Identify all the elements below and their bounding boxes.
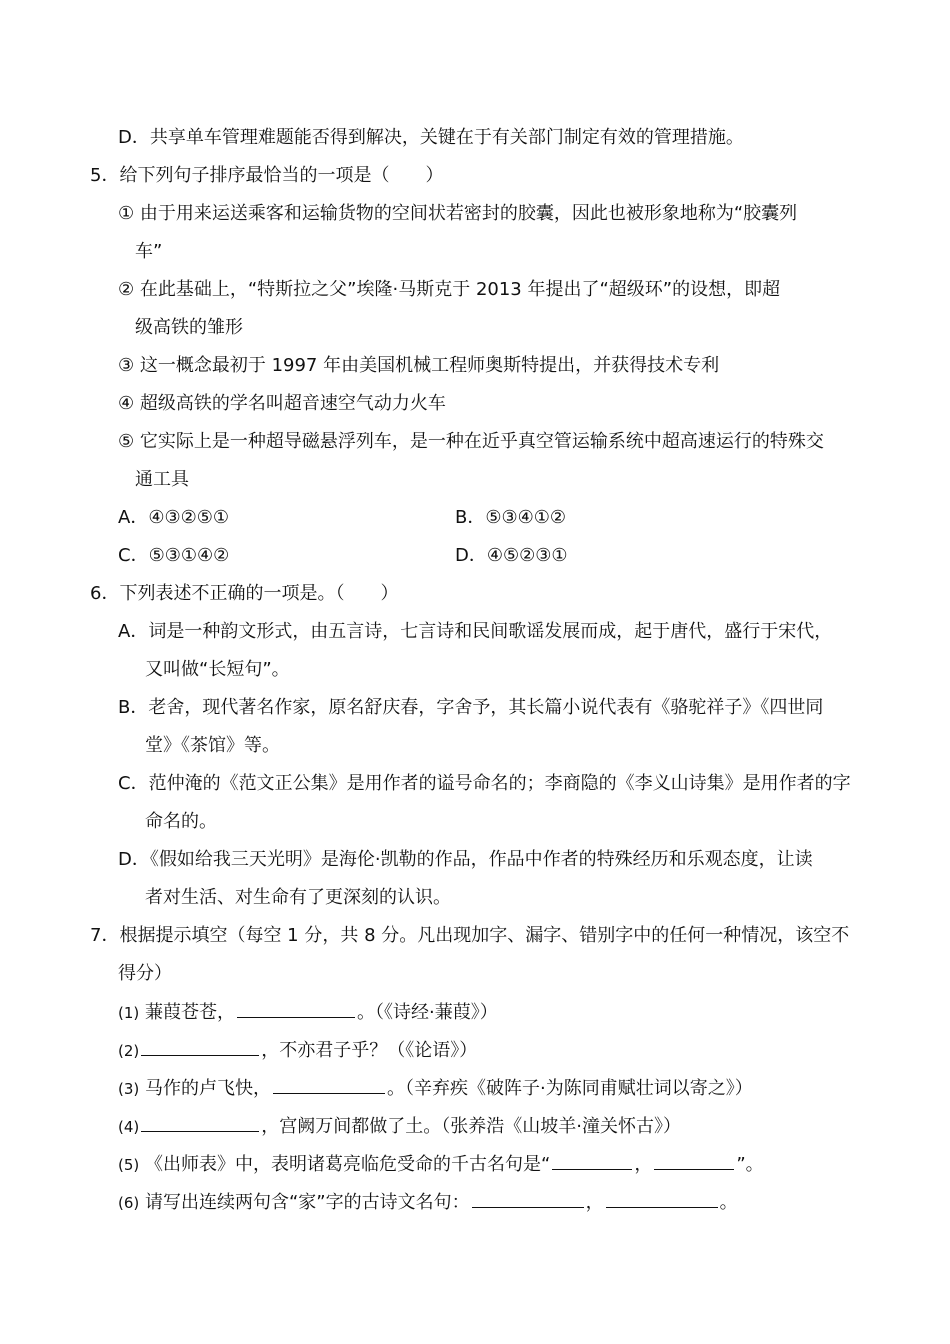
item-text-before: 请写出连续两句含“家”字的古诗文名句： (144, 1192, 470, 1213)
q7-item-4 (118, 1113, 681, 1140)
q4-option-d: D．共享单车管理难题能否得到解决，关键在于有关部门制定有效的管理措施。 (118, 127, 744, 148)
item-number: (2) (118, 1042, 140, 1060)
item-number: (5) (118, 1156, 140, 1174)
q5-sentence-4: ④ 超级高铁的学名叫超音速空气动力火车 (118, 393, 446, 414)
q5-option-d: D．④⑤②③① (455, 545, 568, 566)
item-text-after: ”。 (736, 1154, 764, 1175)
q6-option-c-cont: 命名的。 (145, 811, 217, 832)
q7-item-6 (118, 1189, 738, 1216)
q5-option-c: C．⑤③①④② (118, 545, 230, 566)
answer-blank[interactable] (552, 1151, 632, 1170)
answer-blank[interactable] (654, 1151, 734, 1170)
answer-blank[interactable] (237, 999, 355, 1018)
q5-sentence-2-cont: 级高铁的雏形 (135, 317, 243, 338)
q6-option-a: A．词是一种韵文形式，由五言诗，七言诗和民间歌谣发展而成，起于唐代，盛行于宋代， (118, 621, 833, 642)
item-text-after: 。 (719, 1192, 738, 1213)
item-number: (4) (118, 1118, 140, 1136)
q5-sentence-3: ③ 这一概念最初于 1997 年由美国机械工程师奥斯特提出，并获得技术专利 (118, 355, 720, 376)
q6-option-a-cont: 又叫做“长短句”。 (145, 659, 290, 680)
item-number: (3) (118, 1080, 140, 1098)
item-text-before: 蒹葭苍苍， (144, 1002, 235, 1023)
q7-stem: 7．根据提示填空（每空 1 分，共 8 分。凡出现加字、漏字、错别字中的任何一种情况，该空不 (90, 925, 850, 946)
q6-option-d-cont: 者对生活、对生命有了更深刻的认识。 (145, 887, 451, 908)
q7-item-2 (118, 1037, 477, 1064)
answer-blank[interactable] (606, 1189, 718, 1208)
q5-sentence-5: ⑤ 它实际上是一种超导磁悬浮列车，是一种在近乎真空管运输系统中超高速运行的特殊交 (118, 431, 824, 452)
item-number: (6) (118, 1194, 140, 1212)
item-text-mid: ， (634, 1154, 653, 1175)
q6-stem: 6．下列表述不正确的一项是。（ ） (90, 583, 399, 604)
q7-stem-cont: 得分） (118, 963, 172, 984)
q5-sentence-2: ② 在此基础上，“特斯拉之父”埃隆·马斯克于 2013 年提出了“超级环”的设想，即超 (118, 279, 781, 300)
answer-blank[interactable] (273, 1075, 385, 1094)
item-text-after: ，不亦君子乎？（《论语》） (261, 1040, 478, 1061)
q7-item-1 (118, 999, 498, 1026)
item-text-after: 。（辛弃疾《破阵子·为陈同甫赋壮词以寄之》） (386, 1078, 753, 1099)
item-text-after: 。（《诗经·蒹葭》） (356, 1002, 498, 1023)
q5-sentence-5-cont: 通工具 (135, 469, 189, 490)
answer-blank[interactable] (141, 1037, 259, 1056)
q7-item-5 (118, 1151, 764, 1178)
q7-item-3 (118, 1075, 753, 1102)
item-number: (1) (118, 1004, 140, 1022)
item-text-mid: ， (585, 1192, 604, 1213)
q6-option-b: B．老舍，现代著名作家，原名舒庆春，字舍予，其长篇小说代表有《骆驼祥子》《四世同 (118, 697, 824, 718)
item-text-before: 《出师表》中，表明诸葛亮临危受命的千古名句是“ (144, 1154, 551, 1175)
q5-option-b: B．⑤③④①② (455, 507, 567, 528)
q5-sentence-1: ① 由于用来运送乘客和运输货物的空间状若密封的胶囊，因此也被形象地称为“胶囊列 (118, 203, 798, 224)
item-text-before: 马作的卢飞快， (144, 1078, 271, 1099)
q6-option-b-cont: 堂》《茶馆》等。 (145, 735, 280, 756)
q6-option-d: D．《假如给我三天光明》是海伦·凯勒的作品，作品中作者的特殊经历和乐观态度，让读 (118, 849, 813, 870)
q6-option-c: C．范仲淹的《范文正公集》是用作者的谥号命名的；李商隐的《李义山诗集》是用作者的字 (118, 773, 851, 794)
q5-option-a: A．④③②⑤① (118, 507, 229, 528)
answer-blank[interactable] (141, 1113, 259, 1132)
answer-blank[interactable] (472, 1189, 584, 1208)
q5-stem: 5．给下列句子排序最恰当的一项是（ ） (90, 165, 444, 186)
q5-sentence-1-cont: 车” (135, 241, 163, 262)
item-text-after: ，宫阙万间都做了土。（张养浩《山坡羊·潼关怀古》） (261, 1116, 681, 1137)
